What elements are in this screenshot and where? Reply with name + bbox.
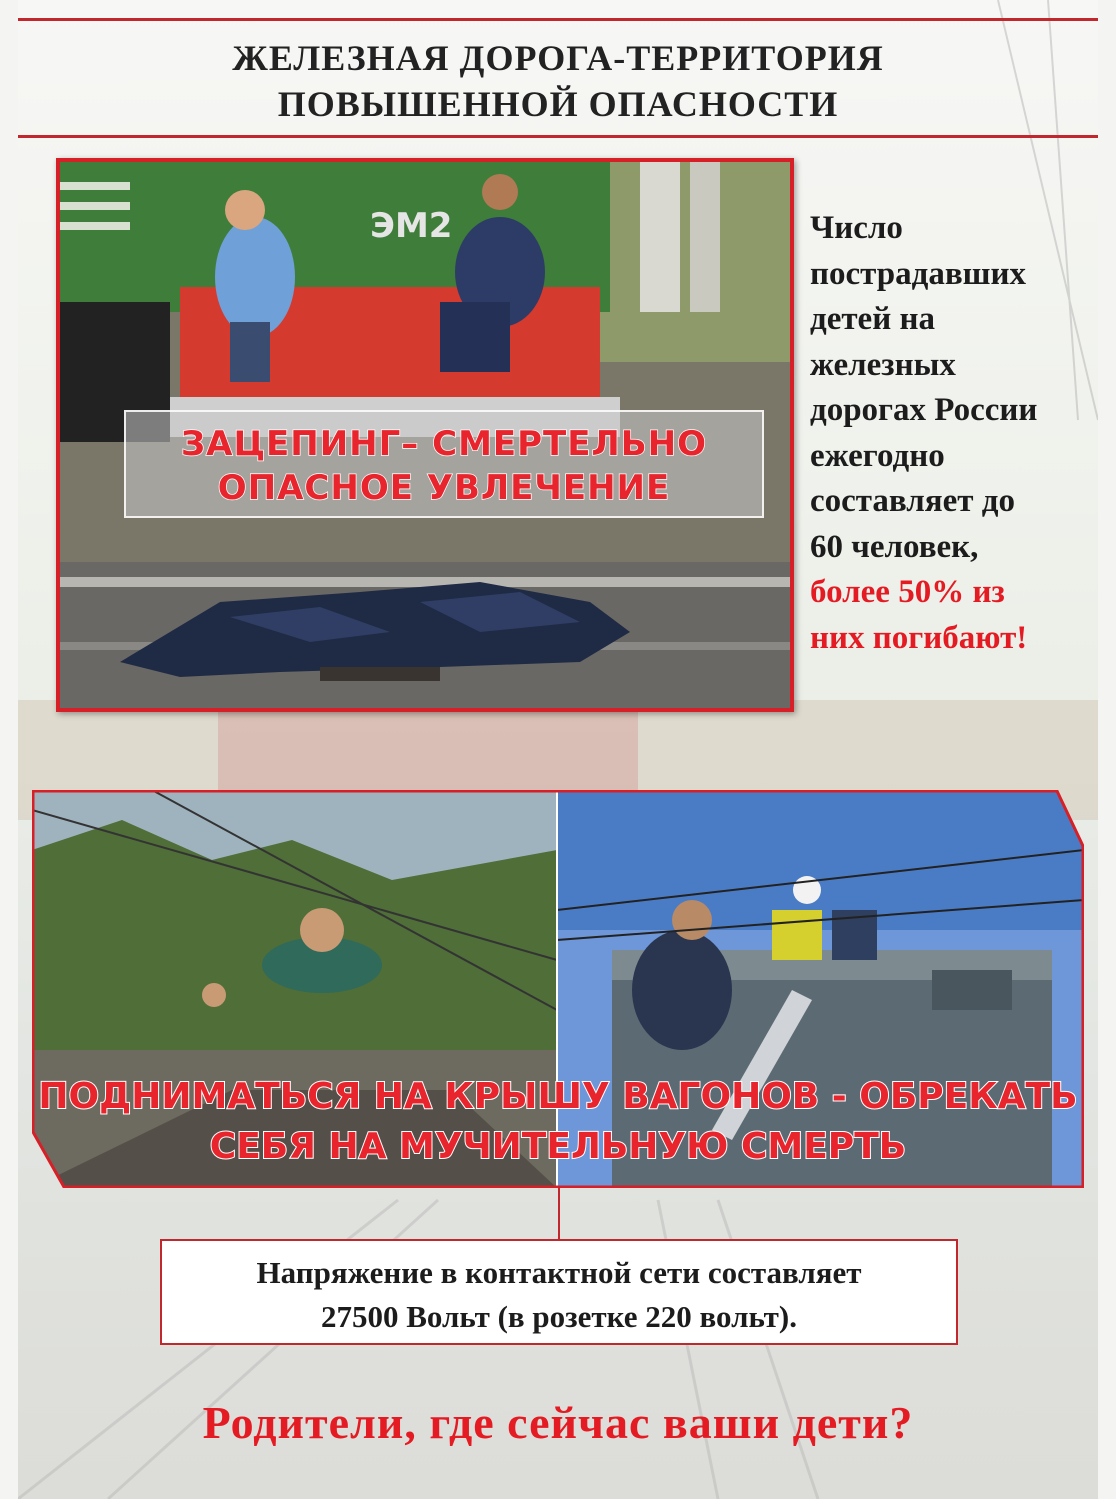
victims-statistic-text — [810, 206, 1092, 661]
stat-line: ежегодно — [810, 437, 945, 474]
roof-warning-line1: ПОДНИМАТЬСЯ НА КРЫШУ ВАГОНОВ - ОБРЕКАТЬ — [38, 1076, 1078, 1117]
roof-warning-line2: СЕБЯ НА МУЧИТЕЛЬНУЮ СМЕРТЬ — [209, 1126, 907, 1167]
stat-red-line: более 50% из — [810, 574, 1005, 610]
voltage-info-box — [160, 1239, 958, 1345]
voltage-line2: 27500 Вольт (в розетке 220 вольт). — [321, 1299, 797, 1334]
voltage-line1: Напряжение в контактной сети составляет — [256, 1255, 862, 1290]
stat-line: составляет до — [810, 483, 1015, 519]
stat-line: 60 человек, — [810, 528, 979, 565]
train-surfing-photo — [56, 158, 794, 712]
stat-line: пострадавших — [810, 255, 1027, 292]
overlay-line2: ОПАСНОЕ УВЛЕЧЕНИЕ — [217, 468, 671, 508]
train-label: ЭМ2 — [370, 206, 453, 246]
connector-line — [558, 1188, 560, 1240]
stat-red-line: них погибают! — [810, 619, 1028, 656]
stat-line: детей на — [810, 301, 935, 337]
header-title-line1: ЖЕЛЕЗНАЯ ДОРОГА-ТЕРРИТОРИЯ — [232, 38, 884, 78]
header-title-line2: ПОВЫШЕННОЙ ОПАСНОСТИ — [277, 84, 839, 124]
page-header — [18, 18, 1098, 138]
zaceping-warning-overlay — [124, 410, 764, 518]
parents-appeal: Родители, где сейчас ваши дети? — [202, 1397, 914, 1448]
stat-line: дорогах России — [810, 392, 1038, 428]
stat-line: железных — [810, 346, 956, 383]
overlay-line1: ЗАЦЕПИНГ– СМЕРТЕЛЬНО — [181, 424, 707, 464]
poster — [18, 0, 1098, 1499]
stat-line: Число — [810, 210, 903, 246]
